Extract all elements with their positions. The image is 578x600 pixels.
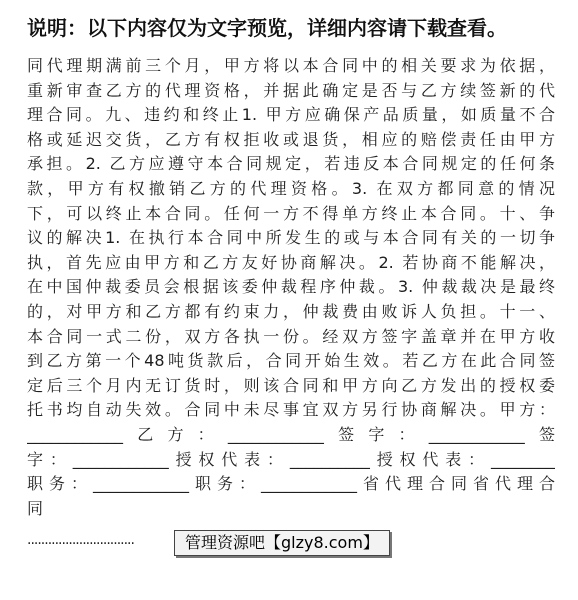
signature-line: ____________乙方：____________签字：____________签	[27, 424, 555, 444]
site-brand-link[interactable]: 管理资源吧【glzy8.com】	[174, 530, 390, 556]
signature-line: 职务：____________职务：____________省代理合同省代理合	[27, 474, 555, 494]
document-body	[27, 54, 555, 521]
body-line: 托书均自动失效。合同中未尽事宜双方另行协商解决。甲方：	[27, 400, 555, 420]
body-line: 的，对甲方和乙方都有约束力，仲裁费由败诉人负担。十一、	[27, 301, 555, 321]
body-line: 理合同。九、违约和终止1. 甲方应确保产品质量，如质量不合	[27, 105, 555, 125]
footer	[27, 530, 567, 558]
signature-line: 字：____________授权代表：__________授权代表：________	[27, 449, 555, 469]
preview-notice: 说明：以下内容仅为文字预览，详细内容请下载查看。	[27, 16, 507, 40]
body-line: 议的解决1. 在执行本合同中所发生的或与本合同有关的一切争	[27, 228, 555, 248]
body-line: 在中国仲裁委员会根据该委仲裁程序仲裁。3. 仲裁裁决是最终	[27, 277, 555, 297]
body-line: 格或延迟交货，乙方有权拒收或退货，相应的赔偿责任由甲方	[27, 129, 555, 149]
body-line: 同代理期满前三个月，甲方将以本合同中的相关要求为依据，	[27, 56, 555, 75]
body-line: 款，甲方有权撤销乙方的代理资格。3. 在双方都同意的情况	[27, 178, 555, 198]
body-line: 下，可以终止本合同。任何一方不得单方终止本合同。十、争	[27, 203, 555, 223]
body-line: 同	[27, 498, 44, 518]
dotted-leader: ·······························	[27, 536, 134, 552]
body-line: 承担。2. 乙方应遵守本合同规定，若违反本合同规定的任何条	[27, 154, 555, 174]
body-line: 本合同一式二份，双方各执一份。经双方签字盖章并在甲方收	[27, 326, 555, 346]
body-line: 到乙方第一个48吨货款后，合同开始生效。若乙方在此合同签	[27, 351, 555, 371]
body-line: 重新审查乙方的代理资格，并据此确定是否与乙方续签新的代	[27, 80, 555, 100]
body-line: 定后三个月内无订货时，则该合同和甲方向乙方发出的授权委	[27, 375, 555, 395]
body-line: 执，首先应由甲方和乙方友好协商解决。2. 若协商不能解决，	[27, 252, 555, 272]
